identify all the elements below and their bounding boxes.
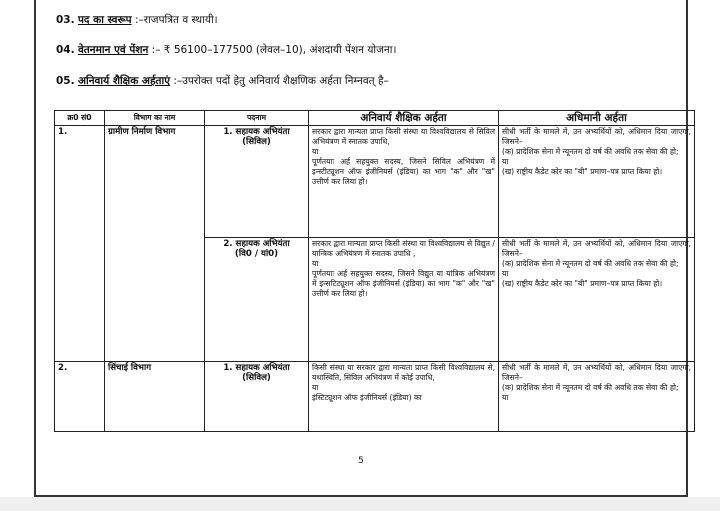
post-cell: [205, 238, 309, 362]
preferred-text: (ख) राष्ट्रीय कैडेट कोर का "बी" प्रमाण–पत्र प्राप्त किया हो।: [502, 167, 663, 176]
essential-text: सरकार द्वारा मान्यता प्राप्त किसी संस्था या विश्वविद्यालय से विद्युत / यान्त्रिक अभियंत्रण में स्नातक उपाधि ,: [312, 239, 495, 258]
preferred-text: (क) प्रादेशिक सेना में न्यूनतम दो वर्ष की अवधि तक सेवा की हो;: [502, 383, 679, 392]
bottom-strip: [0, 497, 720, 511]
header-serial: क्र0 सं0: [55, 111, 105, 126]
header-department: विभाग का नाम: [105, 111, 205, 126]
preferred-text: सीधी भर्ती के मामले में, उन अभ्यर्थियों को, अधिमान दिया जाएगा, जिसने–: [502, 239, 691, 258]
line-number: 03.: [56, 14, 75, 26]
preferred-cell: [499, 362, 695, 432]
preferred-text: सीधी भर्ती के मामले में, उन अभ्यर्थियों को, अधिमान दिया जाएगा, जिसने–: [502, 127, 691, 146]
post-cell: [205, 126, 309, 238]
department-cell: सिंचाई विभाग: [105, 362, 205, 432]
post-nature-label: पद का स्वरूप: [77, 14, 132, 26]
essential-text: पूर्णतयाः अर्ह सहयुक्त सदस्य, जिसने सिविल अभियंत्रण में इन्स्टीट्यूशन ऑफ इंजीनियर्स (इंडिया) का भाग "क" और "ख" उत्तीर्ण कर लिया हो।: [312, 157, 495, 186]
post-branch: (सिविल): [242, 137, 271, 147]
post-branch: (वि0 / यां0): [234, 249, 279, 259]
or-text: या: [312, 147, 319, 156]
header-post: पदनाम: [205, 111, 309, 126]
essential-cell: [309, 238, 499, 362]
essential-text: किसी संस्था या सरकार द्वारा मान्यता प्राप्त किसी विश्वविद्यालय से, यथास्थिति, सिविल अभियंत्रण में कोई उपाधि,: [312, 363, 495, 382]
post-title: 2. सहायक अभियंता: [223, 239, 290, 249]
department-cell: ग्रामीण निर्माण विभाग: [105, 126, 205, 362]
qualification-table: [54, 110, 695, 432]
table-row: [55, 126, 695, 238]
essential-text: पूर्णतयाः अर्ह सहयुक्त सदस्य, जिसने विद्युत या यांत्रिक अभियंत्रण में इन्सटिट्यूशन ऑफ इंजीनियर्स (इंडिया) का भाग "क" और "ख" उत्तीर्ण कर लिया हो।: [312, 269, 495, 298]
essential-cell: [309, 362, 499, 432]
document-page: [16, 0, 706, 511]
line-number: 05.: [56, 75, 75, 87]
serial-cell: 2.: [55, 362, 105, 432]
essential-cell: [309, 126, 499, 238]
preferred-text: (ख) राष्ट्रीय कैडेट कोर का "बी" प्रमाण–पत्र प्राप्त किया हो।: [502, 279, 663, 288]
post-title: 1. सहायक अभियंता: [223, 363, 290, 373]
or-text: या: [502, 157, 509, 166]
or-text: या: [312, 383, 319, 392]
page-number: 5: [358, 456, 364, 466]
pay-scale-label: वेतनमान एवं पेंशन: [77, 44, 149, 56]
preferred-text: (क) प्रादेशिक सेना में न्यूनतम दो वर्ष की अवधि तक सेवा की हो;: [502, 259, 679, 268]
post-nature-value: :–राजपत्रित व स्थायी।: [134, 14, 218, 26]
preferred-cell: [499, 126, 695, 238]
qualification-label: अनिवार्य शैक्षिक अर्हताएं: [77, 75, 171, 87]
header-essential: अनिवार्य शैक्षिक अर्हता: [309, 111, 499, 126]
header-preferred: अधिमानी अर्हता: [499, 111, 695, 126]
preferred-text: सीधी भर्ती के मामले में, उन अभ्यर्थियों को, अधिमान दिया जाएगा, जिसने–: [502, 363, 691, 382]
or-text: या: [502, 393, 509, 402]
qualification-value: :–उपरोक्त पदों हेतु अनिवार्य शैक्षणिक अर्हता निम्नवत् है–: [173, 75, 389, 87]
table-row: [55, 362, 695, 432]
or-text: या: [502, 269, 509, 278]
preferred-cell: [499, 238, 695, 362]
pay-scale-value: :– ₹ 56100–177500 (लेवल–10), अंशदायी पेंशन योजना।: [151, 44, 397, 56]
line-number: 04.: [56, 44, 75, 56]
qualification-line: [56, 74, 389, 88]
post-title: 1. सहायक अभियंता: [223, 127, 290, 137]
essential-text: सरकार द्वारा मान्यता प्राप्त किसी संस्था या विश्वविद्यालय से सिविल अभियंत्रण में स्नातक उपाधि,: [312, 127, 495, 146]
essential-text: इंस्टिट्यूशन ऑफ इंजीनियर्स (इंडिया) का: [312, 393, 422, 402]
table-header-row: [55, 111, 695, 126]
or-text: या: [312, 259, 319, 268]
post-branch: (सिविल): [242, 373, 271, 383]
post-cell: [205, 362, 309, 432]
preferred-text: (क) प्रादेशिक सेना में न्यूनतम दो वर्ष की अवधि तक सेवा की हो;: [502, 147, 679, 156]
serial-cell: 1.: [55, 126, 105, 362]
pay-scale-line: [56, 43, 396, 57]
post-nature-line: [56, 13, 218, 27]
